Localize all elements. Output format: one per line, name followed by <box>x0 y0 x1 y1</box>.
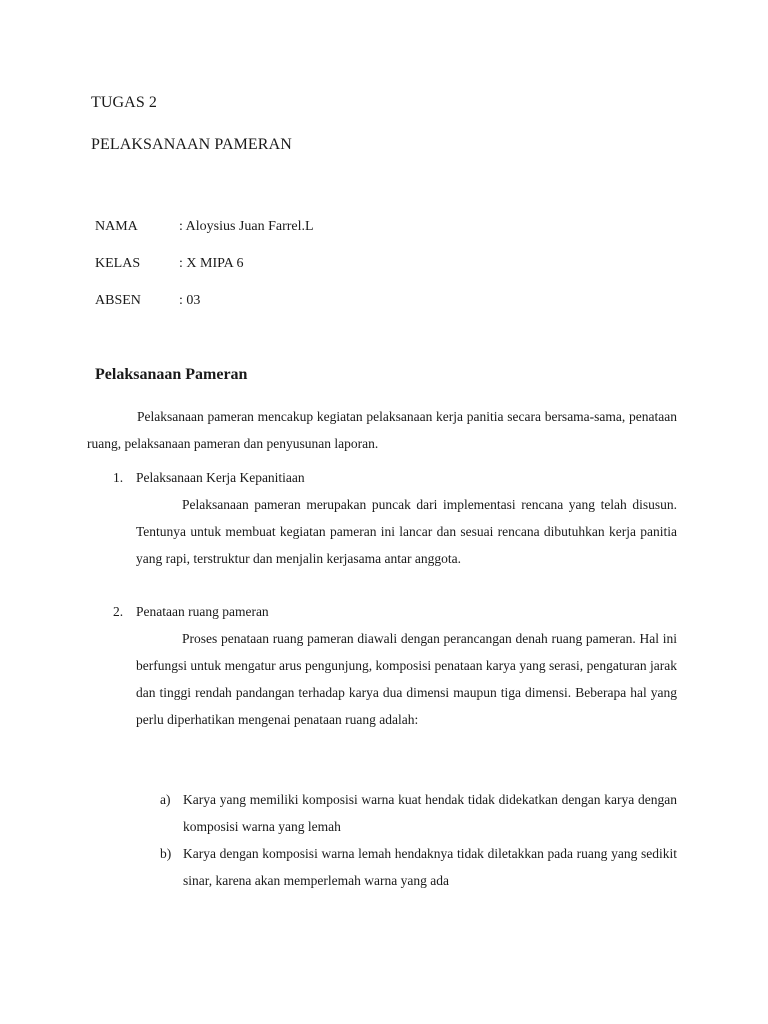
info-value: : Aloysius Juan Farrel.L <box>179 219 314 234</box>
info-row-nama <box>95 219 495 239</box>
list-item-heading <box>113 470 305 486</box>
list-item-heading <box>113 604 269 620</box>
info-value: : 03 <box>179 293 201 308</box>
list-item-body: Pelaksanaan pameran merupakan puncak dari implementasi rencana yang telah disusun. Tentunya untuk membuat kegiatan pameran ini lancar dan sesuai rencana dibutuhkan kerja panitia yang rapi, terstruktur dan menjalin kerjasama antar anggota. <box>136 497 677 566</box>
list-heading-text: Pelaksanaan Kerja Kepanitiaan <box>136 470 305 485</box>
list-item-body: Proses penataan ruang pameran diawali dengan perancangan denah ruang pameran. Hal ini berfungsi untuk mengatur arus pengunjung, komposisi penataan karya yang serasi, pengaturan jarak dan tinggi rendah pandangan terhadap karya dua dimensi maupun tiga dimensi. Beberapa hal yang perlu diperhatikan mengenai penataan ruang adalah: <box>136 631 677 727</box>
info-row-kelas <box>95 256 495 276</box>
document-subtitle: PELAKSANAAN PAMERAN <box>91 136 292 153</box>
info-label: ABSEN <box>95 293 141 308</box>
list-number: 2. <box>113 604 124 619</box>
sub-list-text: Karya yang memiliki komposisi warna kuat hendak tidak didekatkan dengan karya dengan komposisi warna yang lemah <box>183 792 677 834</box>
document-title: TUGAS 2 <box>91 94 158 111</box>
info-row-absen <box>95 293 495 313</box>
info-label: NAMA <box>95 219 138 234</box>
info-value: : X MIPA 6 <box>179 256 244 271</box>
intro-paragraph: Pelaksanaan pameran mencakup kegiatan pelaksanaan kerja panitia secara bersama-sama, penataan ruang, pelaksanaan pameran dan penyusunan laporan. <box>87 409 677 451</box>
list-number: 1. <box>113 470 124 485</box>
sub-list-letter: a) <box>160 792 171 807</box>
section-heading: Pelaksanaan Pameran <box>95 366 248 383</box>
sub-list-text: Karya dengan komposisi warna lemah hendaknya tidak diletakkan pada ruang yang sedikit sinar, karena akan memperlemah warna yang ada <box>183 846 677 888</box>
sub-list-letter: b) <box>160 846 172 861</box>
list-heading-text: Penataan ruang pameran <box>136 604 269 619</box>
info-label: KELAS <box>95 256 141 271</box>
